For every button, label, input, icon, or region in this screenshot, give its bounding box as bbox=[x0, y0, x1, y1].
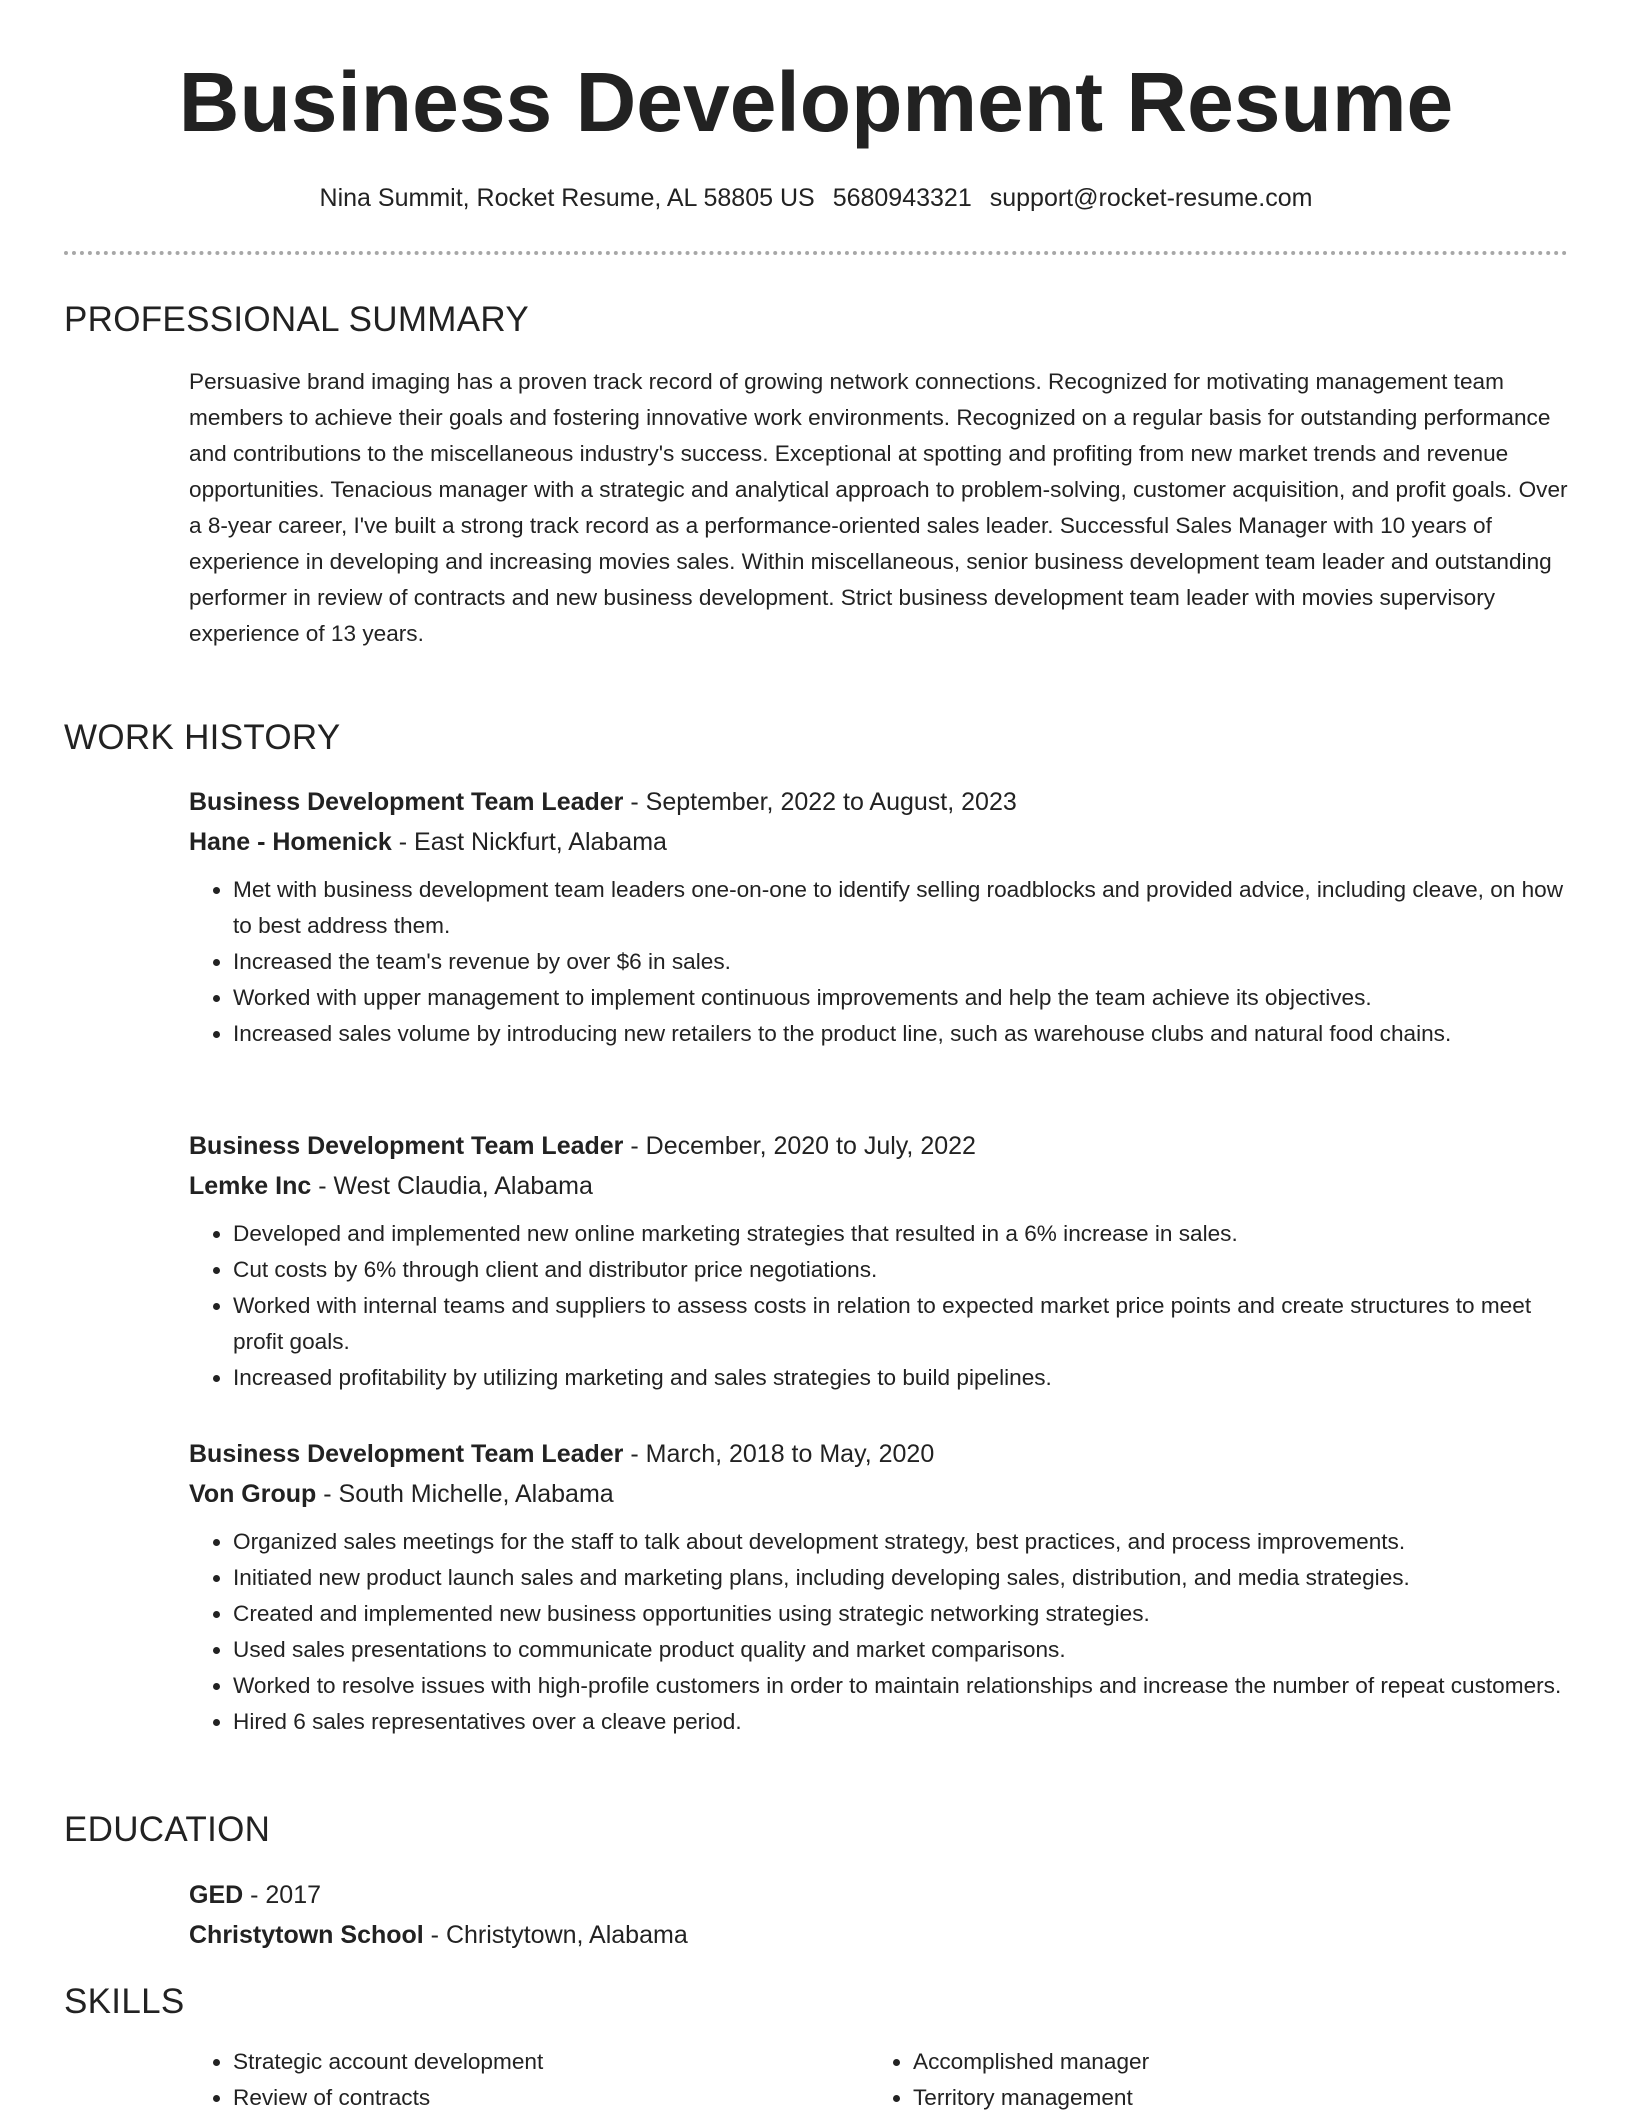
job-location: - West Claudia, Alabama bbox=[311, 1172, 593, 1200]
job-entry bbox=[189, 1434, 1569, 1740]
skills-heading: SKILLS bbox=[64, 1982, 185, 2021]
list-item: • Developed and implemented new online marketing strategies that resulted in a 6% increase in sales. bbox=[233, 1216, 1569, 1252]
contact-phone: 5680943321 bbox=[832, 184, 972, 212]
list-item: • Used sales presentations to communicate product quality and market comparisons. bbox=[233, 1632, 1569, 1668]
list-item: • Initiated new product launch sales and marketing plans, including developing sales, distribution, and media strategies. bbox=[233, 1560, 1569, 1596]
list-item: • Increased sales volume by introducing new retailers to the product line, such as warehouse clubs and natural food chains. bbox=[233, 1016, 1569, 1052]
resume-title: Business Development Resume bbox=[178, 55, 1454, 149]
list-item: • Worked to resolve issues with high-profile customers in order to maintain relationships and increase the number of repeat customers. bbox=[233, 1668, 1569, 1704]
job-bullets bbox=[189, 1216, 1569, 1396]
list-item: • Hired 6 sales representatives over a cleave period. bbox=[233, 1704, 1569, 1740]
job-title: Business Development Team Leader bbox=[189, 1132, 624, 1160]
list-item: • Increased the team's revenue by over $6 in sales. bbox=[233, 944, 1569, 980]
list-item: • Strategic account development bbox=[233, 2044, 913, 2080]
job-dates: - December, 2020 to July, 2022 bbox=[623, 1132, 976, 1160]
job-title: Business Development Team Leader bbox=[189, 788, 624, 816]
job-entry bbox=[189, 1126, 1569, 1396]
job-location: - South Michelle, Alabama bbox=[316, 1480, 614, 1508]
list-item: • Created and implemented new business opportunities using strategic networking strategies. bbox=[233, 1596, 1569, 1632]
list-item: • Cut costs by 6% through client and distributor price negotiations. bbox=[233, 1252, 1569, 1288]
education-degree: GED bbox=[189, 1881, 244, 1909]
job-company-line bbox=[189, 1166, 1569, 1206]
job-company-line bbox=[189, 1474, 1569, 1514]
education-entry bbox=[189, 1875, 1569, 1955]
contact-address: Nina Summit, Rocket Resume, AL 58805 US bbox=[319, 184, 815, 212]
job-title-line bbox=[189, 782, 1569, 822]
list-item: • Review of contracts bbox=[233, 2080, 913, 2116]
education-heading: EDUCATION bbox=[64, 1810, 271, 1849]
education-school: Christytown School bbox=[189, 1921, 424, 1949]
job-entry bbox=[189, 782, 1569, 1052]
job-company: Lemke Inc bbox=[189, 1172, 312, 1200]
education-location: - Christytown, Alabama bbox=[423, 1921, 688, 1949]
job-bullets bbox=[189, 872, 1569, 1052]
job-company-line bbox=[189, 822, 1569, 862]
list-item: • Accomplished manager bbox=[913, 2044, 1593, 2080]
job-dates: - September, 2022 to August, 2023 bbox=[623, 788, 1017, 816]
contact-email: support@rocket-resume.com bbox=[989, 184, 1313, 212]
education-school-line bbox=[189, 1915, 1569, 1955]
list-item: • Increased profitability by utilizing marketing and sales strategies to build pipelines. bbox=[233, 1360, 1569, 1396]
job-company: Von Group bbox=[189, 1480, 317, 1508]
job-title: Business Development Team Leader bbox=[189, 1440, 624, 1468]
job-company: Hane - Homenick bbox=[189, 828, 392, 856]
skills-list bbox=[189, 2044, 1569, 2116]
job-title-line bbox=[189, 1434, 1569, 1474]
list-item: • Worked with internal teams and suppliers to assess costs in relation to expected market price points and create structures to meet profit goals. bbox=[233, 1288, 1569, 1360]
job-dates: - March, 2018 to May, 2020 bbox=[623, 1440, 935, 1468]
header-divider bbox=[64, 251, 1568, 255]
job-location: - East Nickfurt, Alabama bbox=[391, 828, 667, 856]
summary-text: Persuasive brand imaging has a proven track record of growing network connections. Recognized for motivating management team members to achieve their goals and fostering innovative work environments. Recognized on a regular basis for outstanding performance and contributions to the miscellaneous industry's success. Exceptional at spotting and profiting from new market trends and revenue opportunities. Tenacious manager with a strategic and analytical approach to problem-solving, customer acquisition, and profit goals. Over a 8-year career, I've built a strong track record as a performance-oriented sales leader. Successful Sales Manager with 10 years of experience in developing and increasing movies sales. Within miscellaneous, senior business development team leader and outstanding performer in review of contracts and new business development. Strict business development team leader with movies supervisory experience of 13 years. bbox=[189, 369, 1568, 646]
work-history-heading: WORK HISTORY bbox=[64, 718, 341, 757]
education-degree-line bbox=[189, 1875, 1569, 1915]
list-item: • Territory management bbox=[913, 2080, 1593, 2116]
job-bullets bbox=[189, 1524, 1569, 1740]
list-item: • Worked with upper management to implement continuous improvements and help the team achieve its objectives. bbox=[233, 980, 1569, 1016]
list-item: • Organized sales meetings for the staff to talk about development strategy, best practices, and process improvements. bbox=[233, 1524, 1569, 1560]
job-title-line bbox=[189, 1126, 1569, 1166]
list-item: • Met with business development team leaders one-on-one to identify selling roadblocks and provided advice, including cleave, on how to best address them. bbox=[233, 872, 1569, 944]
summary-heading: PROFESSIONAL SUMMARY bbox=[64, 300, 529, 339]
education-year: - 2017 bbox=[243, 1881, 322, 1909]
contact-line bbox=[0, 180, 1632, 216]
